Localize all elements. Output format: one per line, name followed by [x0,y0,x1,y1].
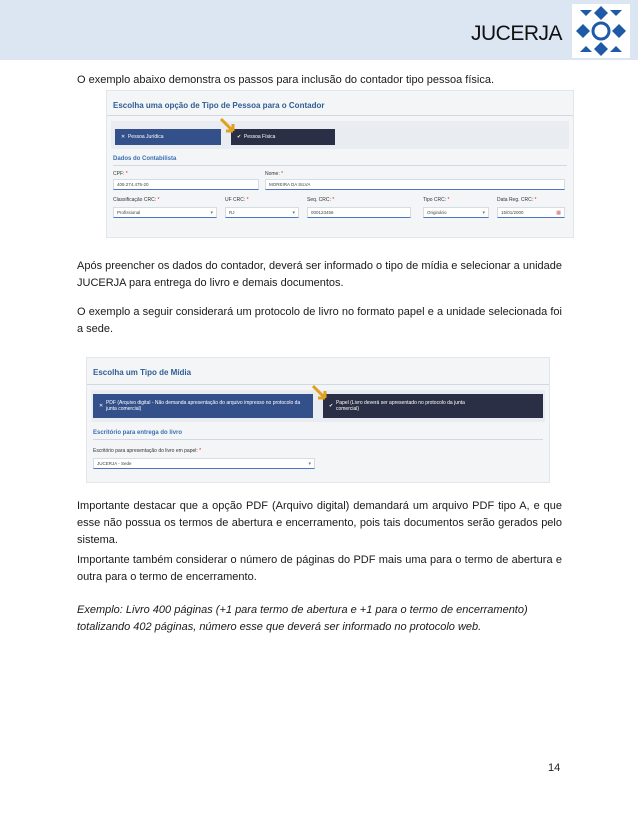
paragraph-exemplo-papel: O exemplo a seguir considerará um protocolo de livro no formato papel e a unidade selecionada foi a sede. [77,306,562,335]
seq-label: Seq. CRC: * [307,197,335,203]
seq-field[interactable]: 000123456 [307,207,411,218]
option-label: Papel (Livro deverá ser apresentado no protocolo da junta comercial) [335,400,465,412]
tipo-select[interactable]: Originário ▾ [423,207,489,218]
chevron-down-icon: ▾ [308,461,311,467]
chevron-down-icon: ▾ [292,210,295,216]
divider [113,165,567,166]
screenshot-title: Escolha um Tipo de Mídia [93,368,192,377]
cpf-label: CPF: * [113,171,128,177]
option-pdf[interactable] [93,394,313,418]
page-number: 14 [548,762,561,774]
check-icon: ✔ [329,403,336,409]
option-label: Pessoa Jurídica [127,134,164,140]
calendar-icon: ▦ [556,210,561,216]
tipo-label: Tipo CRC: * [423,197,450,203]
pointer-arrow-icon [311,384,327,400]
divider [93,439,543,440]
paragraph-pdf-tipo-a: Importante destacar que a opção PDF (Arquivo digital) demandará um arquivo PDF tipo A, e que esse não possua os termos de abertura e encerramento, pois tais documentos serão gerados pelo sistema. [77,500,562,546]
escritorio-label: Escritório para apresentação do livro em papel: * [93,448,202,454]
paragraph-exemplo-livro: Exemplo: Livro 400 páginas (+1 para termo de abertura e +1 para o termo de encerramento) totalizando 402 páginas, número esse que deverá ser informado no protocolo web. [77,604,528,633]
option-label: Pessoa Física [243,134,276,140]
divider [107,115,573,116]
close-icon: ✕ [121,134,128,140]
option-papel[interactable] [323,394,543,418]
paragraph-midia: Após preencher os dados do contador, deverá ser informado o tipo de mídia e selecionar a unidade JUCERJA para entrega do livro e demais documentos. [77,260,562,289]
classificacao-select[interactable]: Profissional ▾ [113,207,217,218]
pointer-arrow-icon [219,117,235,133]
nome-label: Nome: * [265,171,284,177]
page-header [0,0,638,60]
section-title: Dados do Contabilista [113,156,177,162]
uf-label: UF CRC: * [225,197,249,203]
section-title: Escritório para entrega do livro [93,430,183,436]
data-label: Data Reg. CRC: * [497,197,537,203]
screenshot-title: Escolha uma opção de Tipo de Pessoa para o Contador [113,101,325,110]
brand-name: JUCERJA [470,22,562,45]
chevron-down-icon: ▾ [482,210,485,216]
paragraph-intro: O exemplo abaixo demonstra os passos para inclusão do contador tipo pessoa física. [77,74,495,86]
option-pessoa-juridica[interactable] [115,129,221,145]
screenshot-tipo-midia [86,357,550,483]
cpf-field[interactable]: 409.274.475-20 [113,179,259,190]
data-field[interactable]: 15/01/2000 ▦ [497,207,565,218]
option-label: PDF (Arquivo digital - Não demanda apresentação do arquivo impresso no protocolo da junta comercial) [105,400,301,412]
uf-select[interactable]: RJ ▾ [225,207,299,218]
classificacao-label: Classificação CRC: * [113,197,160,203]
escritorio-select[interactable]: JUCERJA - Sede ▾ [93,458,315,469]
jucerja-logo-icon [572,4,630,58]
chevron-down-icon: ▾ [210,210,213,216]
nome-field[interactable]: MOREIRA DA SILVA [265,179,565,190]
option-pessoa-fisica[interactable] [231,129,335,145]
screenshot-tipo-pessoa [106,90,574,238]
close-icon: ✕ [99,403,106,409]
paragraph-paginas: Importante também considerar o número de páginas do PDF mais uma para o termo de abertura e outra para o termo de encerramento. [77,554,562,583]
check-icon: ✔ [237,134,244,140]
